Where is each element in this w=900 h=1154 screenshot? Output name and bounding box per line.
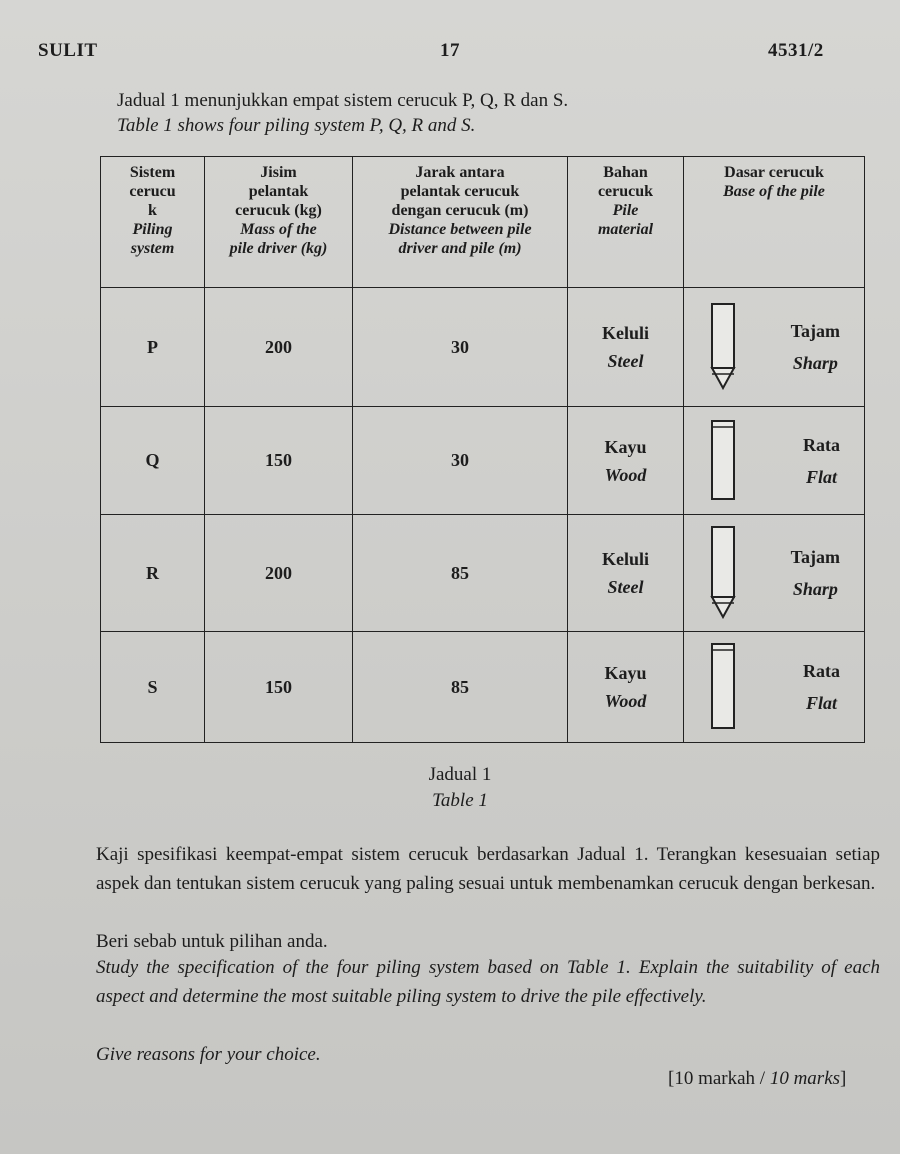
- header-mass: Jisim pelantak cerucuk (kg) Mass of the pile driver (kg): [205, 157, 353, 288]
- table-row: [101, 288, 865, 407]
- sharp-pile-icon: [708, 302, 738, 392]
- page-number: 17: [440, 40, 460, 61]
- header-base: Dasar cerucuk Base of the pile: [684, 157, 865, 288]
- table-row: [101, 515, 865, 632]
- header-system: Sistem cerucu k Piling system: [101, 157, 205, 288]
- table-caption-malay: Jadual 1: [428, 764, 492, 785]
- marks-label: [10 markah / 10 marks]: [668, 1068, 847, 1089]
- system-cell: P: [101, 288, 205, 407]
- base-cell: Tajam Sharp: [684, 515, 865, 632]
- material-cell: Kayu Wood: [568, 632, 684, 743]
- classification-label: SULIT: [38, 40, 98, 61]
- question-english-reason: Give reasons for your choice.: [96, 1044, 321, 1065]
- system-cell: Q: [101, 407, 205, 515]
- table-row: [101, 632, 865, 743]
- sharp-pile-icon: [708, 525, 738, 621]
- distance-cell: 85: [353, 632, 568, 743]
- mass-cell: 150: [205, 632, 353, 743]
- intro-malay: Jadual 1 menunjukkan empat sistem cerucuk P, Q, R dan S.: [117, 90, 569, 111]
- flat-pile-icon: [708, 419, 738, 503]
- question-malay: Kaji spesifikasi keempat-empat sistem cerucuk berdasarkan Jadual 1. Terangkan kesesuaian setiap aspek dan tentukan sistem cerucuk yang paling sesuai untuk membenamkan cerucuk dengan berkesan.: [96, 844, 880, 894]
- header-material: Bahan cerucuk Pile material: [568, 157, 684, 288]
- question-malay-reason: Beri sebab untuk pilihan anda.: [96, 931, 328, 952]
- distance-cell: 30: [353, 407, 568, 515]
- table-caption-english: Table 1: [432, 790, 488, 811]
- distance-cell: 30: [353, 288, 568, 407]
- table-row: [101, 407, 865, 515]
- material-cell: Keluli Steel: [568, 515, 684, 632]
- table-header-row: [101, 157, 865, 288]
- question-english: Study the specification of the four piling system based on Table 1. Explain the suitability of each aspect and determine the most suitable piling system to drive the pile effectively.: [96, 957, 880, 1007]
- base-cell: Rata Flat: [684, 407, 865, 515]
- mass-cell: 200: [205, 288, 353, 407]
- mass-cell: 200: [205, 515, 353, 632]
- intro-english: Table 1 shows four piling system P, Q, R and S.: [117, 115, 476, 136]
- flat-pile-icon: [708, 642, 738, 732]
- system-cell: R: [101, 515, 205, 632]
- base-cell: Tajam Sharp: [684, 288, 865, 407]
- material-cell: Keluli Steel: [568, 288, 684, 407]
- paper-code: 4531/2: [768, 40, 824, 61]
- mass-cell: 150: [205, 407, 353, 515]
- piling-table: [100, 156, 865, 743]
- system-cell: S: [101, 632, 205, 743]
- header-distance: Jarak antara pelantak cerucuk dengan cerucuk (m) Distance between pile driver and pile (m): [353, 157, 568, 288]
- base-cell: Rata Flat: [684, 632, 865, 743]
- distance-cell: 85: [353, 515, 568, 632]
- material-cell: Kayu Wood: [568, 407, 684, 515]
